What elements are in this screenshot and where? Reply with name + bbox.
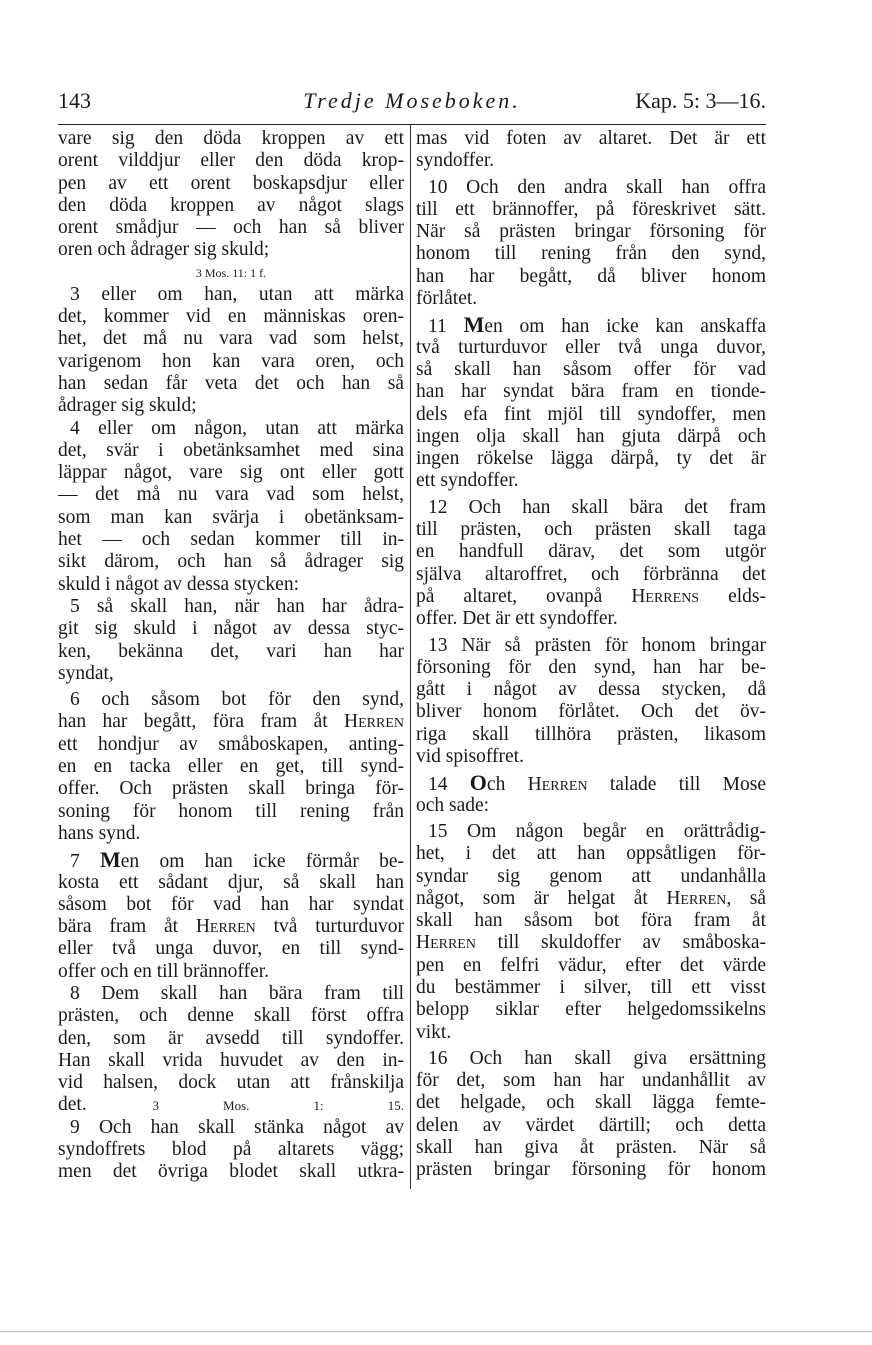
text-line: När så prästen bringar försoning för xyxy=(416,221,766,243)
text-line: syndoffer. xyxy=(416,150,495,172)
text-line: het — och sedan kommer till in- xyxy=(58,529,404,551)
text-line: en handfull därav, det som utgör xyxy=(416,541,766,563)
text-line: och sade: xyxy=(416,794,490,816)
text-line: det helgade, och skall lägga femte- xyxy=(416,1092,766,1114)
cross-reference: 3 Mos. 11: 1 f. xyxy=(195,265,267,280)
text-line: det, kommer vid en människas oren- xyxy=(58,306,404,328)
scan-edge xyxy=(0,1331,872,1332)
text-line: hans synd. xyxy=(58,822,141,844)
text-line: git sig skuld i något av dessa styc- xyxy=(58,618,404,640)
verse-start: 4 eller om någon, utan att märka xyxy=(70,417,404,439)
text-line: ett syndoffer. xyxy=(416,470,519,492)
text-line: syndoffrets blod på altarets vägg; xyxy=(58,1139,404,1161)
cross-reference: 3 Mos. 1: 15. xyxy=(152,1098,404,1114)
left-column xyxy=(58,128,404,1184)
text-line: skall han såsom bot föra fram åt xyxy=(416,910,766,932)
text-line: sikt därom, och han så ådrager sig xyxy=(58,551,404,573)
text-line: offer. Det är ett syndoffer. xyxy=(416,608,618,630)
text-line: han sedan får veta det och han så xyxy=(58,372,404,394)
text-line: — det må nu vara vad som helst, xyxy=(58,484,404,506)
text-line: ingen olja skall han gjuta därpå och xyxy=(416,425,766,447)
right-column xyxy=(416,128,766,1182)
text-line: läppar något, vare sig ont eller gott xyxy=(58,462,404,484)
text-line: vare sig den döda kroppen av ett xyxy=(58,128,404,149)
divine-name: Herren xyxy=(416,932,476,954)
text-line: det, svär i obetänksamhet med sina xyxy=(58,439,404,461)
text-line: men det övriga blodet skall utkra- xyxy=(58,1161,404,1183)
text-line: på altaret, ovanpå Herrens elds- xyxy=(416,585,767,607)
verse-start: 11 Men om han icke kan anskaffa xyxy=(428,312,766,338)
text-line: du bestämmer i silver, till ett visst xyxy=(416,976,766,998)
text-line: orent vilddjur eller den döda krop- xyxy=(58,150,404,172)
text-line: offer. Och prästen skall bringa för- xyxy=(58,778,404,800)
running-header xyxy=(58,88,766,118)
text-line: något, som är helgat åt Herren, så xyxy=(416,887,766,909)
page-number: 143 xyxy=(58,88,91,113)
drop-letter: M xyxy=(100,847,121,873)
text-line: förlåtet. xyxy=(416,288,478,310)
text-line: bliver honom förlåtet. Och det öv- xyxy=(416,701,766,723)
divine-name: Herren xyxy=(195,916,256,938)
text-line: bära fram åt Herren två turturduvor xyxy=(58,916,405,938)
header-rule xyxy=(58,124,766,125)
text-line: den, som är avsedd till syndoffer. xyxy=(58,1027,404,1049)
text-line: två turturduvor eller två unga duvor, xyxy=(416,336,766,358)
text-line: vid halsen, dock utan att frånskilja xyxy=(58,1072,404,1094)
verse-start: 10 Och den andra skall han offra xyxy=(428,176,766,198)
text-line: så skall han såsom offer för vad xyxy=(416,358,766,380)
text-line: en en tacka eller en get, till synd- xyxy=(58,756,404,778)
text-line: Herren till skuldoffer av småboska- xyxy=(416,932,766,954)
text-line: kosta ett sådant djur, så skall han xyxy=(58,871,404,893)
text-line: soning för honom till rening från xyxy=(58,800,404,822)
text-line: syndar sig genom att undanhålla xyxy=(416,865,766,887)
drop-letter: O xyxy=(469,770,487,796)
divine-name: Herren xyxy=(666,887,727,909)
text-line: het, det må nu vara vad som helst, xyxy=(58,328,404,350)
text-line: ken, bekänna det, vari han har xyxy=(58,640,404,662)
text-line: till prästen, och prästen skall taga xyxy=(416,519,766,541)
text-line: offer och en till brännoffer. xyxy=(58,960,269,982)
column-divider xyxy=(410,124,411,1189)
verse-start: 15 Om någon begår en orättrådig- xyxy=(428,820,766,842)
text-line: till ett brännoffer, på föreskrivet sätt. xyxy=(416,198,766,220)
verse-start: 14 Och Herren talade till Mose xyxy=(428,770,767,796)
verse-start: 7 Men om han icke förmår be- xyxy=(70,847,404,873)
text-line: delen av värdet därtill; och detta xyxy=(416,1114,766,1136)
verse-start: 9 Och han skall stänka något av xyxy=(70,1116,404,1138)
text-line: han har syndat bära fram en tionde- xyxy=(416,381,766,403)
text-line: prästen, och denne skall först offra xyxy=(58,1005,404,1027)
text-line: pen en felfri vädur, efter det värde xyxy=(416,954,766,976)
text-line: skuld i något av dessa stycken: xyxy=(58,573,299,595)
verse-start: 13 När så prästen för honom bringar xyxy=(428,634,766,656)
text-line: dels efa fint mjöl till syndoffer, men xyxy=(416,403,766,425)
verse-start: 3 eller om han, utan att märka xyxy=(70,283,404,305)
text-line: ett hondjur av småboskapen, anting- xyxy=(58,733,404,755)
text-line: varigenom hon kan vara oren, och xyxy=(58,350,404,372)
text-line: för det, som han har undanhållit av xyxy=(416,1070,766,1092)
text-line: syndat, xyxy=(58,662,114,684)
text-line: han har begått, föra fram åt Herren xyxy=(58,711,404,733)
divine-name: Herren xyxy=(527,774,588,796)
text-line: orent smådjur — och han så bliver xyxy=(58,217,404,239)
verse-start: 12 Och han skall bära det fram xyxy=(428,496,766,518)
divine-name: Herrens xyxy=(631,585,700,607)
text-line: belopp siklar efter helgedomssikelns xyxy=(416,999,766,1021)
drop-letter: M xyxy=(463,312,485,338)
verse-start: 16 Och han skall giva ersättning xyxy=(428,1047,766,1069)
text-line: ingen rökelse lägga därpå, ty det är xyxy=(416,448,766,470)
text-line: honom till rening från den synd, xyxy=(416,243,766,265)
verse-start: 8 Dem skall han bära fram till xyxy=(70,982,404,1004)
text-line: skall han giva åt prästen. När så xyxy=(416,1137,766,1159)
verse-start: 6 och såsom bot för den synd, xyxy=(70,689,404,711)
text-line: eller två unga duvor, en till synd- xyxy=(58,938,404,960)
text-line: ådrager sig skuld; xyxy=(58,395,197,417)
text-line: försoning för den synd, han har be- xyxy=(416,656,766,678)
chapter-reference: Kap. 5: 3—16. xyxy=(635,88,766,113)
text-line: prästen bringar försoning för honom xyxy=(416,1159,766,1181)
text-line: mas vid foten av altaret. Det är ett xyxy=(416,128,766,149)
text-line: han har begått, då bliver honom xyxy=(416,265,766,287)
text-line: oren och ådrager sig skuld; xyxy=(58,239,270,261)
text-line: vikt. xyxy=(416,1021,452,1043)
text-line: det. 3 Mos. 1: 15. xyxy=(58,1094,404,1116)
text-line: riga skall tillhöra prästen, likasom xyxy=(416,723,766,745)
text-line: såsom bot för vad han har syndat xyxy=(58,893,404,915)
text-line: den döda kroppen av något slags xyxy=(58,194,404,216)
text-line: som man kan svärja i obetänksam- xyxy=(58,506,404,528)
verse-start: 5 så skall han, när han har ådra- xyxy=(70,595,404,617)
text-line: het, i det att han oppsåtligen för- xyxy=(416,843,766,865)
book-title: Tredje Moseboken. xyxy=(303,88,521,113)
text-line: pen av ett orent boskapsdjur eller xyxy=(58,172,404,194)
divine-name: Herren xyxy=(344,711,404,733)
text-line: vid spisoffret. xyxy=(416,746,524,768)
text-line: gått i något av dessa stycken, då xyxy=(416,679,766,701)
text-line: Han skall vrida huvudet av den in- xyxy=(58,1049,404,1071)
text-line: själva altaroffret, och förbränna det xyxy=(416,563,766,585)
